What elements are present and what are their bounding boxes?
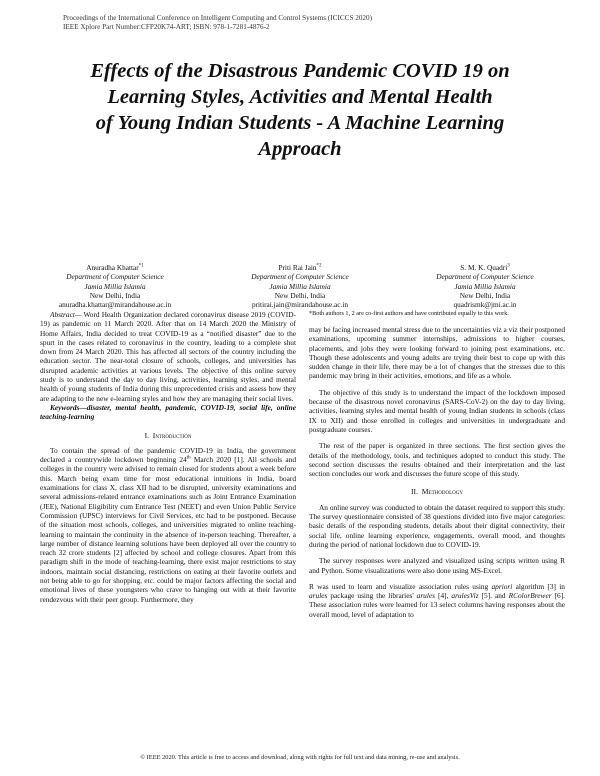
title-line-4: Approach <box>258 138 342 160</box>
paper-title <box>40 58 560 162</box>
intro-paragraph: To contain the spread of the pandemic COVID-19 in India, the government declared a countrywide lockdown beginning 24th March 2020 [1]. All schools and colleges in the country were advised to remain closed for students about a week before this. March being exam time for most educational intuitions in India, board examinations for class X, class XII had to be disrupted, university examinations and several admissions-related entrance examinations such as Joint Entrance Examination (JEE), National Eligibility cum Entrance Test (NEET) and even Union Public Service Commission (UPSC) interviews for Civil Services, etc had to be postponed. Because of the situation most schools, colleges, and universities migrated to online teaching-learning to maintain the continuity in the absence of in-person teaching. Thereafter, a large number of distance learning solutions have been deployed all over the country to reach 32 crore students [2] affected by school and college closures. Apart from this paradigm shift in the mode of teaching-learning, there exist major restrictions to stay indoors, maintain social distancing, restrictions on eating at their favorite outlets and not being able to go for shopping, etc. could be major factors affecting the social and emotional lives of these youngsters who crave to hanging out with at their favorite rendezvous with their peer group. Furthermore, they <box>40 445 296 604</box>
part-number-line: IEEE Xplore Part Number:CFP20K74-ART; ISBN: 978-1-7281-4876-2 <box>63 23 270 31</box>
right-paragraph-3: The rest of the paper is organized in three sections. The first section gives the details of the methodology, tools, and techniques adopted to conduct this study. The second section discusses the results obtained and their interpretation and the last section concludes our work and discusses the future scope of this study. <box>309 441 565 479</box>
author-email: quadrismk@jmi.ac.in <box>453 300 517 310</box>
section-heading-introduction: I. Introduction <box>144 430 192 440</box>
abstract-heading: Abstract— <box>50 310 82 319</box>
author-univ: Jamia Millia Islamia <box>269 281 331 291</box>
author-block-1 <box>40 263 190 309</box>
author-city: New Delhi, India <box>274 290 326 300</box>
author-block-2 <box>225 263 375 309</box>
author-univ: Jamia Millia Islamia <box>454 281 516 291</box>
proceedings-header <box>63 14 372 32</box>
author-name: Anuradha Khattar$^{*1}$ <box>86 263 144 272</box>
copyright-footer: © IEEE 2020. This article is free to access and download, along with rights for full text and data mining, re-use and analysis. <box>140 754 460 761</box>
footnote: *Both authors 1, 2 are co-first authors and have contributed equally to this work. <box>309 310 509 317</box>
author-email: anuradha.khattar@mirandahouse.ac.in <box>58 300 172 310</box>
keywords <box>40 403 296 422</box>
method-paragraph-2: The survey responses were analyzed and visualized using scripts written using R and Python. Some visualizations were also done using MS-Excel. <box>309 556 565 575</box>
author-univ: Jamia Millia Islamia <box>84 281 146 291</box>
title-line-3: of Young Indian Students - A Machine Learning <box>95 112 505 134</box>
keywords-heading: Keywords— <box>50 402 87 412</box>
right-column <box>309 310 565 619</box>
abstract-text: Word Health Organization declared coronavirus disease 2019 (COVID-19) as pandemic on 11 March 2020. After that on 14 March 2020 the Ministry of Home Affairs, India decided to treat COVID-19 as a “notified disaster” due to the spurt in the cases related to coronavirus in the country, leading to a complete shut down from 24 March 2020. This has affected all sectors of the country including the education sector. The near-total closure of schools, colleges, and universities has disrupted academic activities at various levels. The objective of this online survey study is to understand the day to day living, activities, learning styles, and mental health of young students of India during this unprecedented crisis and assess how they are adapting to the new e-learning styles and how they are managing their social lives. <box>40 310 296 403</box>
right-paragraph-1: may be facing increased mental stress due to the uncertainties viz a viz their postponed examinations, upcoming summer internships, admissions to higher courses, placements, and jobs they were looking forward to joining post examinations, etc. Though these adolescents and young adults are trying their best to cope up with this sudden change in their life, there may be a lot of changes that the stresses due to this pandemic may bring in their activities, emotions, and life as a whole. <box>309 325 565 381</box>
keywords-text: disaster, mental health, pandemic, COVID-19, social life, online teaching-learning <box>40 402 296 422</box>
author-dept: Department of Computer Science <box>436 272 534 282</box>
author-name: S. M. K. Quadri$^3$ <box>460 263 510 272</box>
title-line-2: Learning Styles, Activities and Mental Health <box>107 86 493 108</box>
author-email: pritirai.jain@mirandahouse.ac.in <box>251 300 349 310</box>
method-paragraph-3: R was used to learn and visualize association rules using apriori algorithm [3] in arules package using the libraries' arules [4], arulesViz [5]. and RColorBrewer [6]. These association rules were learned for 13 select columns having responses about the overall mood, level of adaptation to <box>309 581 565 619</box>
section-heading-methodology: II. Methodology <box>411 487 463 497</box>
title-line-1: Effects of the Disastrous Pandemic COVID 19 on <box>90 60 510 82</box>
right-paragraph-2: The objective of this study is to understand the impact of the lockdown imposed because of the disastrous novel coronavirus (SARS-CoV-2) on the day to day living, activities, learning styles and mental health of young Indian students in schools (class IX to XII) and those enrolled in colleges and universities in undergraduate and postgraduate courses. <box>309 387 565 434</box>
abstract <box>40 310 296 403</box>
proceedings-line: Proceedings of the International Conference on Intelligent Computing and Control Systems (ICICCS 2020) <box>63 14 373 22</box>
author-dept: Department of Computer Science <box>251 272 349 282</box>
method-paragraph-1: An online survey was conducted to obtain the dataset required to support this study. The survey questionnaire consisted of 38 questions divided into five major categories: basic details of the responding students, details about their digital connectivity, their social life, online learning experience, engagements, overall mood, and thoughts during the period of national lockdown due to COVID-19. <box>309 502 565 549</box>
author-city: New Delhi, India <box>89 290 141 300</box>
author-block-3 <box>410 263 560 309</box>
left-column <box>40 310 296 604</box>
author-dept: Department of Computer Science <box>66 272 164 282</box>
author-name: Priti Rai Jain$^{*2}$ <box>278 263 322 272</box>
author-city: New Delhi, India <box>459 290 511 300</box>
